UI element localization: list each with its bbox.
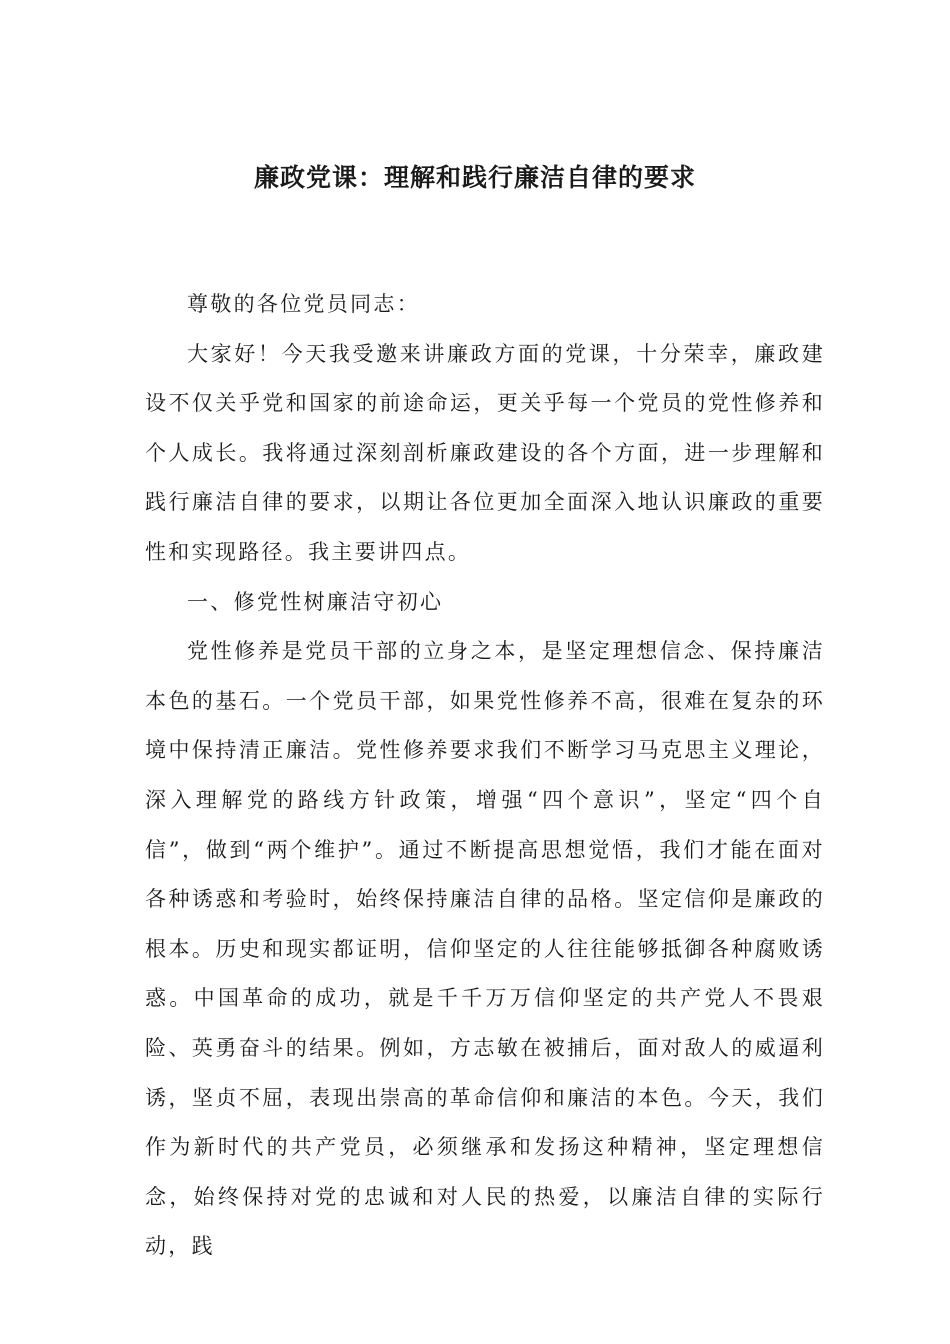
salutation-paragraph: 尊敬的各位党员同志： [187,292,420,316]
document-title: 廉政党课：理解和践行廉洁自律的要求 [253,163,696,192]
body-paragraph: 党性修养是党员干部的立身之本，是坚定理想信念、保持廉洁本色的基石。一个党员干部，如果党性修养不高，很难在复杂的环境中保持清正廉洁。党性修养要求我们不断学习马克思主义理论，深入理解党的路线方针政策，增强“四个意识”，坚定“四个自信”，做到“两个维护”。通过不断提高思想觉悟，我们才能在面对各种诱惑和考验时，始终保持廉洁自律的品格。坚定信仰是廉政的根本。历史和现实都证明，信仰坚定的人往往能够抵御各种腐败诱惑。中国革命的成功，就是千千万万信仰坚定的共产党人不畏艰险、英勇奋斗的结果。例如，方志敏在被捕后，面对敌人的威逼利诱，坚贞不屈，表现出崇高的革命信仰和廉洁的本色。今天，我们作为新时代的共产党员，必须继承和发扬这种精神，坚定理想信念，始终保持对党的忠诚和对人民的热爱，以廉洁自律的实际行动，践 [145,639,825,1259]
opening-paragraph: 大家好！今天我受邀来讲廉政方面的党课，十分荣幸，廉政建设不仅关乎党和国家的前途命运，更关乎每一个党员的党性修养和个人成长。我将通过深刻剖析廉政建设的各个方面，进一步理解和践行廉洁自律的要求，以期让各位更加全面深入地认识廉政的重要性和实现路径。我主要讲四点。 [145,341,825,564]
section-heading: 一、修党性树廉洁守初心 [187,589,444,614]
document-body [145,280,825,1272]
